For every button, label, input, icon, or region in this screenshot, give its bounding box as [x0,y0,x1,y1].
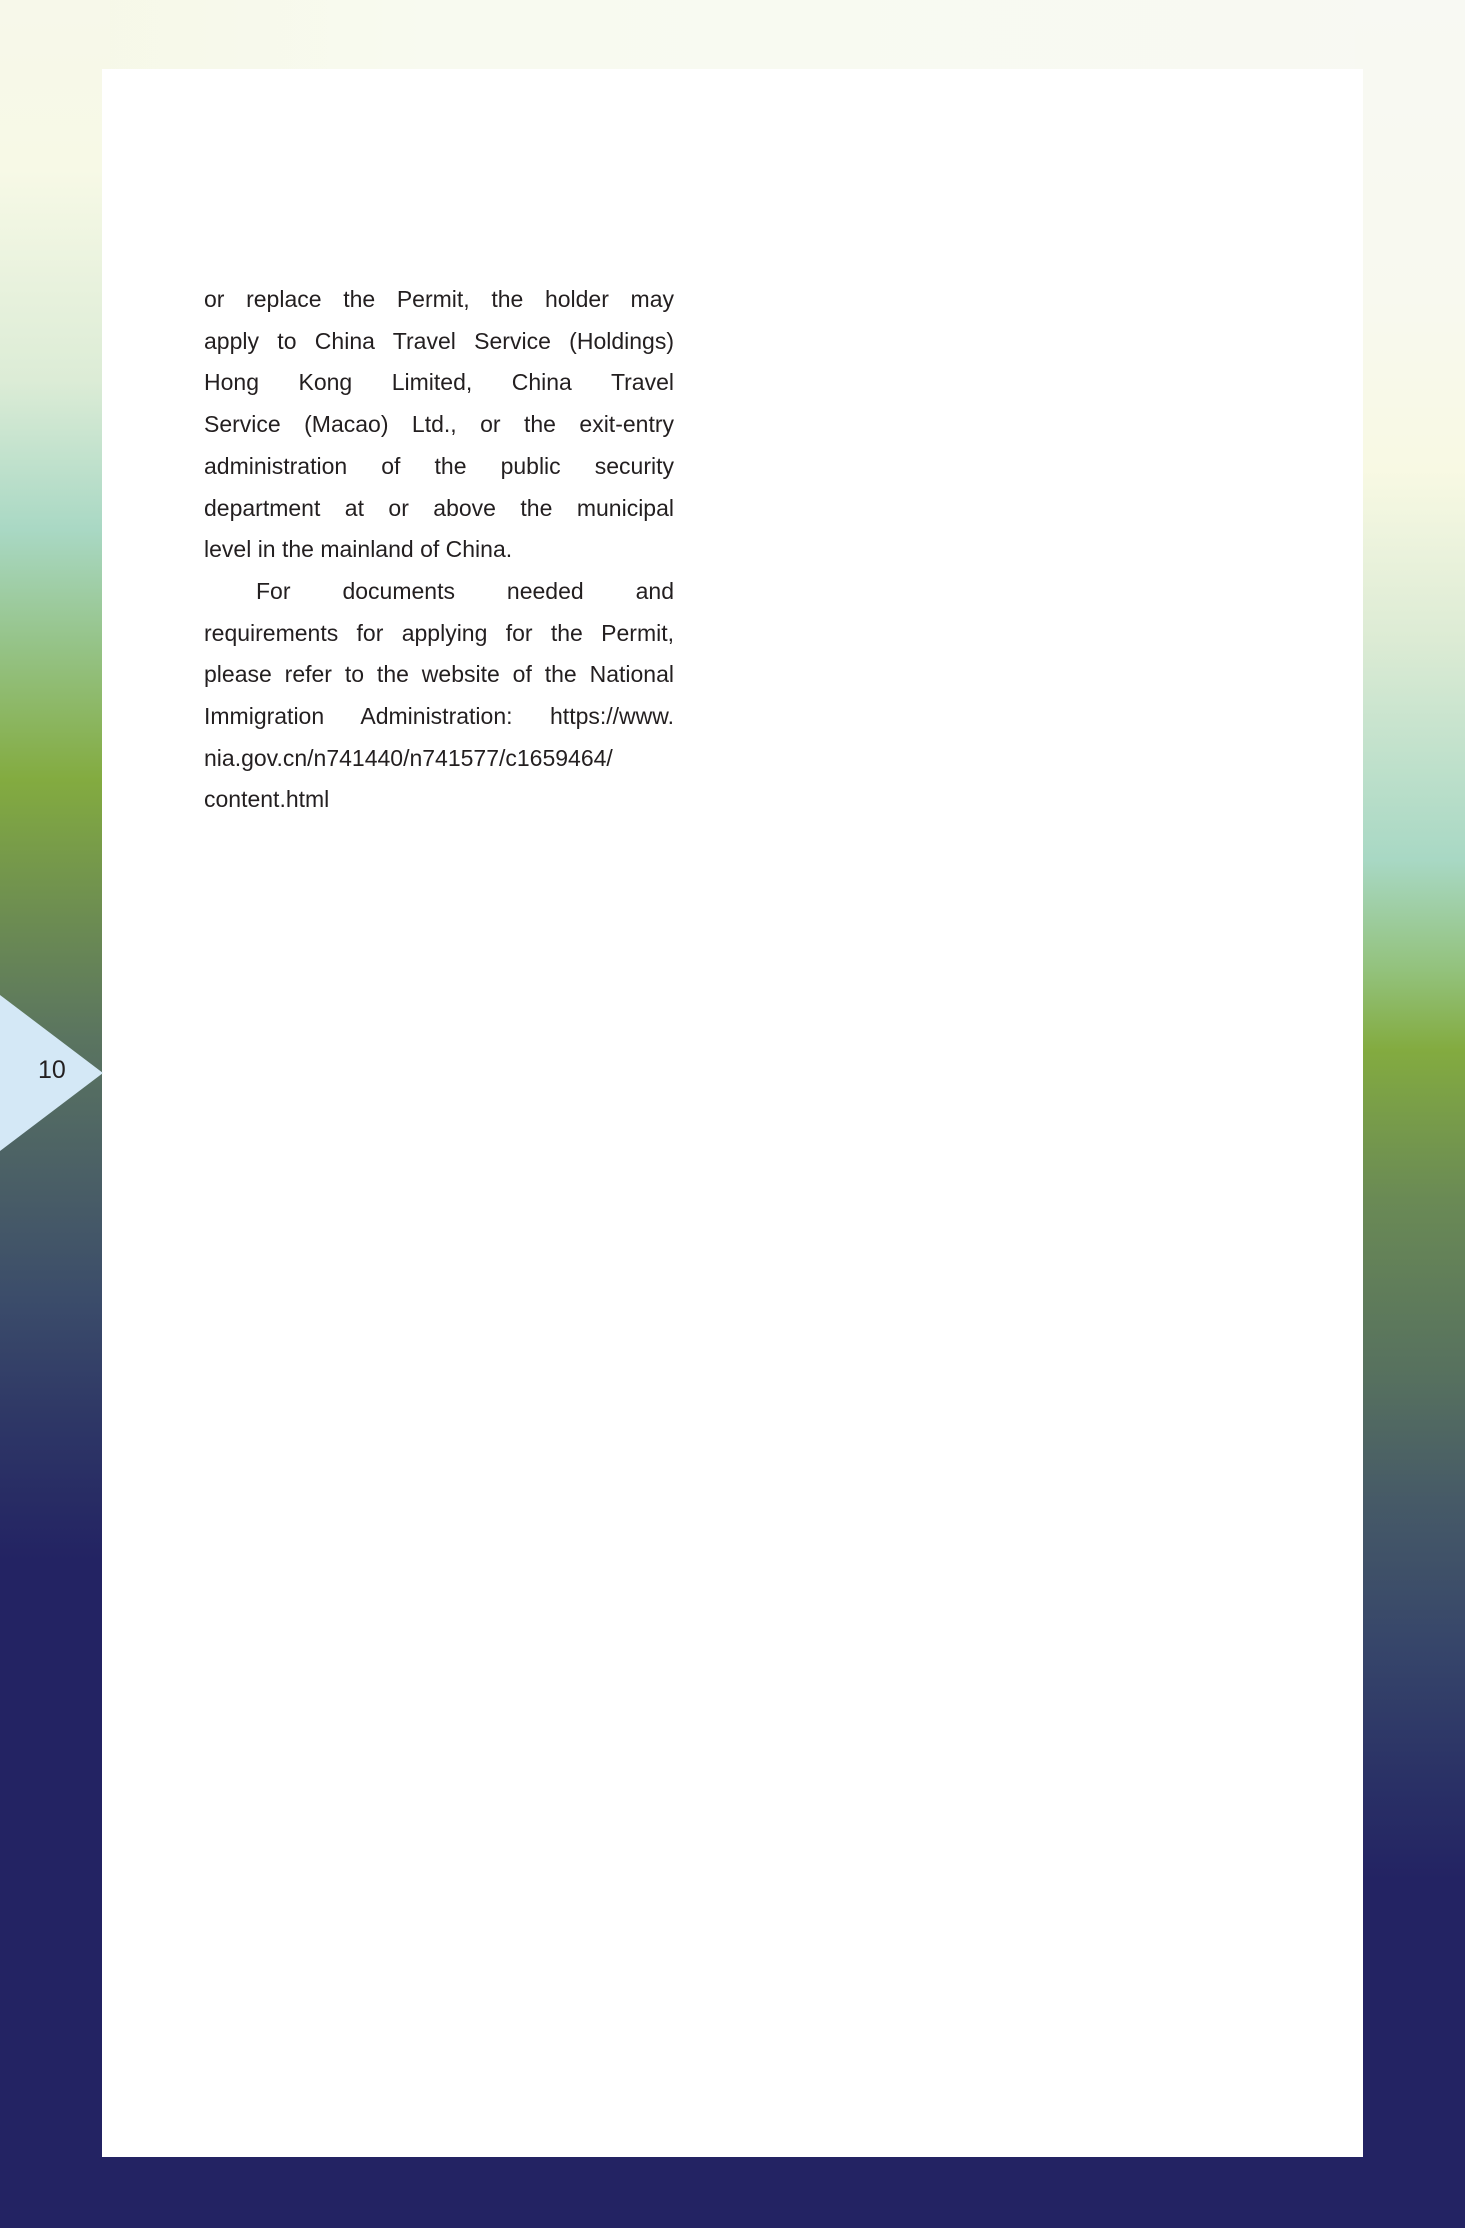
url-text-line: nia.gov.cn/n741440/n741577/c1659464/ [204,744,613,771]
text-line: Immigration Administration: https://www. [204,703,674,730]
background-top-band [0,0,1465,70]
text-line: apply to China Travel Service (Holdings) [204,327,674,354]
text-line: level in the mainland of China. [204,536,513,563]
text-line: department at or above the municipal [204,494,674,521]
page-number: 10 [38,1056,66,1084]
text-line: Service (Macao) Ltd., or the exit-entry [204,411,674,438]
text-line: requirements for applying for the Permit, [204,619,674,646]
background-right-gradient [1355,0,1465,2228]
text-line: administration of the public security [204,452,674,479]
paragraph-2 [204,571,674,821]
background-bottom-band [0,2157,1465,2228]
paragraph-1 [204,279,674,571]
text-line: please refer to the website of the National [204,661,674,688]
body-text-column [204,279,674,821]
text-line: For documents needed and [256,577,674,604]
url-text-line: content.html [204,786,330,813]
page-number-marker [0,995,104,1151]
text-line: Hong Kong Limited, China Travel [204,369,674,396]
text-line: or replace the Permit, the holder may [204,286,674,312]
